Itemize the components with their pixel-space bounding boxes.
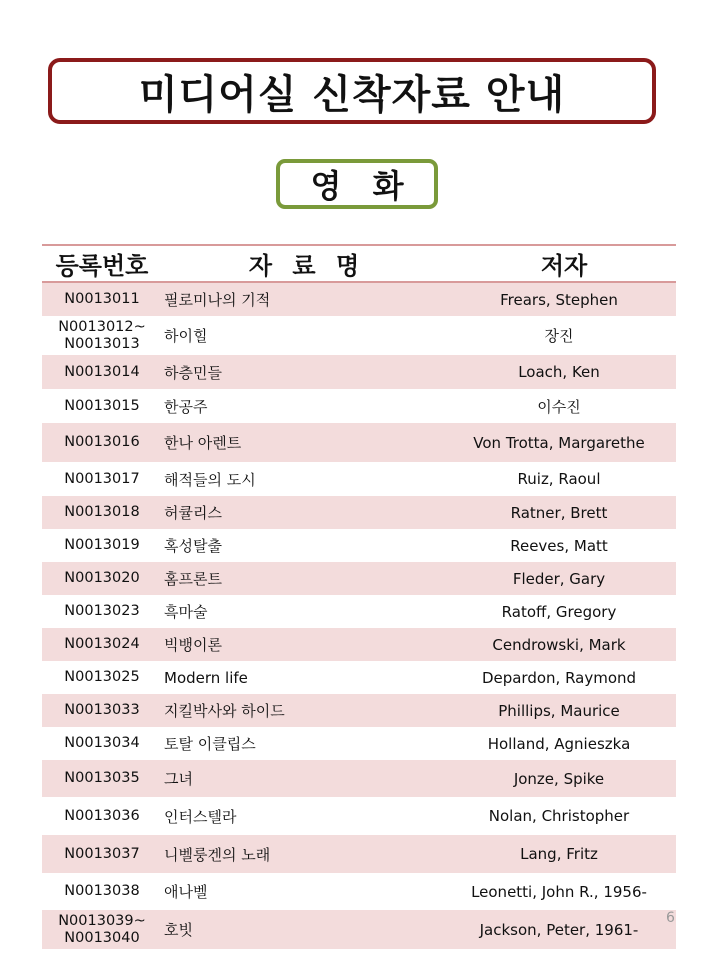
row-author: Lang, Fritz bbox=[520, 845, 598, 863]
table-row bbox=[42, 628, 676, 661]
row-title: 한나 아렌트 bbox=[164, 434, 242, 452]
row-id: N0013017 bbox=[64, 470, 140, 487]
title-box bbox=[48, 58, 656, 124]
table-row bbox=[42, 423, 676, 462]
page-number: 6 bbox=[666, 910, 675, 926]
row-title: 호빗 bbox=[164, 921, 193, 939]
header-name: 자 료 명 bbox=[248, 252, 366, 280]
table-row bbox=[42, 797, 676, 835]
header-id: 등록번호 bbox=[55, 252, 149, 280]
row-id: N0013036 bbox=[64, 807, 140, 824]
row-author: Reeves, Matt bbox=[510, 536, 608, 555]
table-row bbox=[42, 873, 676, 910]
row-author: Jonze, Spike bbox=[513, 769, 605, 788]
table-row bbox=[42, 727, 676, 760]
row-title: 하이힐 bbox=[164, 327, 208, 345]
table-body bbox=[42, 283, 676, 949]
table-row bbox=[42, 562, 676, 595]
row-id: N0013039~ N0013040 bbox=[58, 912, 146, 946]
row-author: Phillips, Maurice bbox=[498, 701, 620, 720]
row-title: 빅뱅이론 bbox=[164, 636, 222, 654]
row-id: N0013033 bbox=[64, 702, 140, 718]
row-title: 토탈 이클립스 bbox=[164, 735, 256, 753]
row-title: 지킬박사와 하이드 bbox=[164, 702, 285, 720]
row-author: Holland, Agnieszka bbox=[487, 734, 631, 753]
row-author: Ruiz, Raoul bbox=[517, 470, 601, 488]
row-author: Frears, Stephen bbox=[500, 290, 618, 309]
row-author: Depardon, Raymond bbox=[481, 668, 637, 687]
table-header bbox=[42, 244, 676, 283]
row-author: Von Trotta, Margarethe bbox=[473, 433, 645, 452]
category-box bbox=[276, 159, 438, 209]
row-author: Jackson, Peter, 1961- bbox=[479, 920, 639, 939]
table-row bbox=[42, 595, 676, 628]
row-title: 해적들의 도시 bbox=[164, 470, 256, 489]
table-row bbox=[42, 283, 676, 316]
table-row bbox=[42, 661, 676, 694]
table-row bbox=[42, 389, 676, 423]
row-author: Ratner, Brett bbox=[510, 503, 608, 522]
row-id: N0013011 bbox=[64, 291, 140, 307]
row-title: 하층민들 bbox=[164, 363, 222, 382]
row-author: Loach, Ken bbox=[518, 363, 600, 381]
row-id: N0013018 bbox=[64, 504, 140, 520]
row-id: N0013035 bbox=[64, 770, 140, 786]
row-id: N0013016 bbox=[64, 434, 140, 450]
row-id: N0013012~ N0013013 bbox=[58, 318, 146, 352]
header-author: 저자 bbox=[540, 252, 588, 280]
category-label: 영 화 bbox=[310, 167, 414, 205]
table-row bbox=[42, 355, 676, 389]
table-row bbox=[42, 760, 676, 797]
row-title: 흑마술 bbox=[164, 603, 208, 621]
row-id: N0013024 bbox=[64, 636, 140, 652]
table-row bbox=[42, 910, 676, 949]
page-title: 미디어실 신착자료 안내 bbox=[138, 71, 566, 118]
row-id: N0013014 bbox=[64, 363, 140, 380]
row-author: Ratoff, Gregory bbox=[501, 602, 617, 621]
table-row bbox=[42, 835, 676, 873]
row-title: 그녀 bbox=[164, 770, 193, 788]
row-title: 허큘리스 bbox=[164, 504, 222, 522]
row-author: Nolan, Christopher bbox=[488, 807, 630, 825]
row-title: Modern life bbox=[164, 668, 248, 687]
table-row bbox=[42, 694, 676, 727]
row-id: N0013020 bbox=[64, 570, 140, 586]
row-title: 한공주 bbox=[164, 397, 208, 416]
table-row bbox=[42, 529, 676, 562]
row-title: 필로미나의 기적 bbox=[164, 291, 271, 309]
row-title: 애나벨 bbox=[164, 883, 208, 901]
table-row bbox=[42, 462, 676, 496]
row-title: 홈프론트 bbox=[164, 570, 222, 588]
row-id: N0013037 bbox=[64, 845, 140, 862]
table-row bbox=[42, 496, 676, 529]
table-row bbox=[42, 316, 676, 355]
row-author: Leonetti, John R., 1956- bbox=[471, 882, 647, 901]
row-title: 인터스텔라 bbox=[164, 807, 237, 826]
row-id: N0013025 bbox=[64, 669, 140, 685]
row-author: 이수진 bbox=[537, 397, 581, 416]
new-materials-table bbox=[42, 244, 676, 949]
row-id: N0013034 bbox=[64, 735, 140, 751]
row-id: N0013023 bbox=[64, 603, 140, 619]
row-id: N0013015 bbox=[64, 397, 140, 414]
row-author: Cendrowski, Mark bbox=[492, 635, 626, 654]
row-author: 장진 bbox=[544, 327, 574, 345]
row-id: N0013019 bbox=[64, 537, 140, 553]
row-id: N0013038 bbox=[64, 883, 140, 899]
row-title: 니벨룽겐의 노래 bbox=[164, 845, 271, 864]
row-title: 혹성탈출 bbox=[164, 537, 222, 555]
row-author: Fleder, Gary bbox=[512, 569, 606, 588]
